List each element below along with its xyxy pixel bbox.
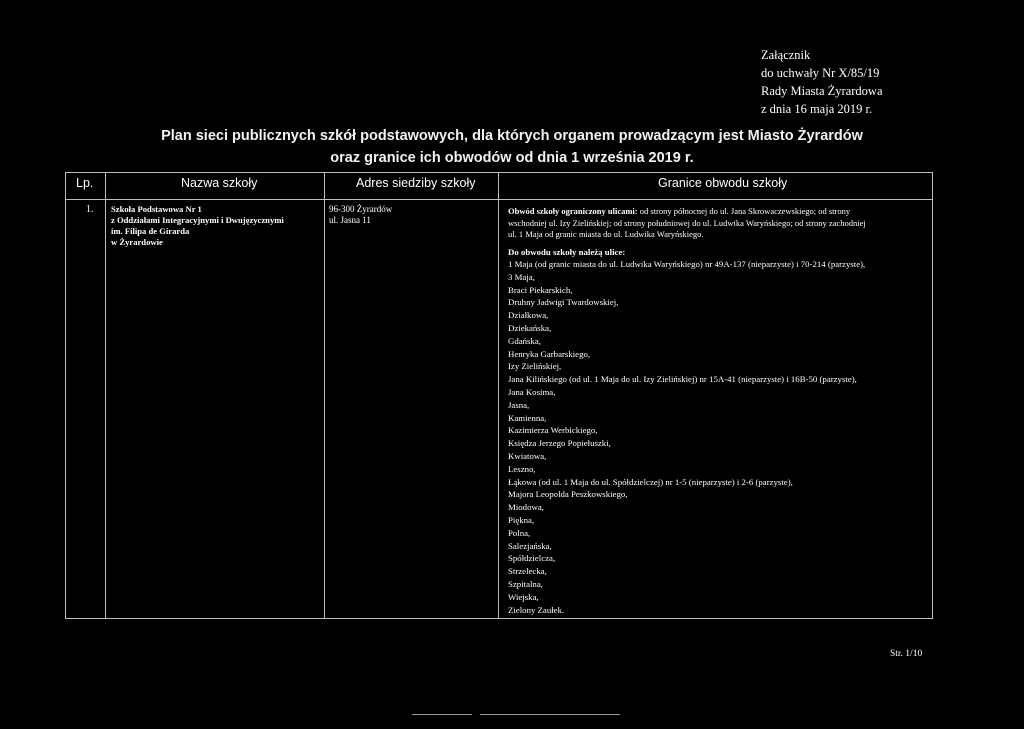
table-top-border [65, 172, 933, 173]
table-col-divider-1 [105, 172, 106, 619]
street-item: Kazimierza Werbickiego, [508, 425, 598, 436]
attachment-line: do uchwały Nr X/85/19 [761, 66, 880, 80]
attachment-line: Rady Miasta Żyrardowa [761, 84, 883, 98]
bounds-text: wschodniej ul. Izy Zielińskiej; od strony południowej do ul. Ludwika Waryńskiego; od strony zachodniej [508, 217, 866, 228]
street-item: Gdańska, [508, 335, 541, 346]
header-bounds: Granice obwodu szkoły [658, 176, 788, 190]
school-name-line: w Żyrardowie [111, 237, 163, 247]
header-address: Adres siedziby szkoły [356, 176, 476, 190]
street-item: Księdza Jerzego Popiełuszki, [508, 438, 611, 449]
street-item: Wiejska, [508, 591, 539, 602]
street-item: Piękna, [508, 514, 535, 525]
bounds-text: od strony północnej do ul. Jana Skrowaczewskiego; od strony [639, 206, 851, 216]
table-col-divider-2 [324, 172, 325, 619]
street-item: Braci Piekarskich, [508, 284, 573, 295]
street-item: Majora Leopolda Peszkowskiego, [508, 489, 628, 500]
street-item: Zielony Zaułek. [508, 604, 565, 615]
street-item: Jana Kosima, [508, 386, 556, 397]
page-number: Str. 1/10 [890, 649, 923, 659]
street-item: Miodowa, [508, 502, 544, 513]
document-title [0, 125, 1024, 169]
street-item: Działkowa, [508, 310, 549, 321]
table-right-border [932, 172, 933, 619]
street-item: Kamienna, [508, 412, 547, 423]
address-line: ul. Jasna 11 [329, 215, 371, 225]
attachment-note [761, 46, 883, 118]
school-name-line: z Oddziałami Integracyjnymi i Dwujęzycznymi [111, 215, 284, 225]
footer-line [480, 714, 620, 715]
row-lp: 1. [86, 204, 94, 215]
header-school-name: Nazwa szkoły [181, 176, 258, 190]
table-left-border [65, 172, 66, 619]
bounds-text: ul. 1 Maja od granic miasta do ul. Ludwika Waryńskiego. [508, 229, 704, 239]
school-name [111, 204, 323, 248]
street-item: Druhny Jadwigi Twardowskiej, [508, 297, 619, 308]
street-list [508, 258, 865, 616]
bounds-description [508, 206, 928, 241]
street-item: Szpitalna, [508, 578, 543, 589]
street-item: Spółdzielcza, [508, 553, 556, 564]
street-item: 3 Maja, [508, 271, 535, 282]
address-line: 96-300 Żyrardów [329, 204, 393, 214]
street-item: Kwiatowa, [508, 450, 547, 461]
school-name-line: im. Filipa de Girarda [111, 226, 190, 236]
bounds-label: Obwód szkoły ograniczony ulicami: [508, 206, 638, 216]
street-item: Strzelecka, [508, 566, 547, 577]
street-item: Henryka Garbarskiego, [508, 348, 591, 359]
street-item: Polna, [508, 527, 531, 538]
street-item: Łąkowa (od ul. 1 Maja do ul. Spółdzielczej) nr 1-5 (nieparzyste) i 2-6 (parzyste), [508, 476, 793, 487]
street-item: Jasna, [508, 399, 530, 410]
attachment-line: Załącznik [761, 48, 811, 62]
title-line-2: oraz granice ich obwodów od dnia 1 września 2019 r. [330, 150, 694, 166]
streets-label: Do obwodu szkoły należą ulice: [508, 247, 626, 257]
street-item: Jana Kilińskiego (od ul. 1 Maja do ul. Izy Zielińskiej) nr 15A-41 (nieparzyste) i 16B-50 (parzyste), [508, 374, 857, 385]
attachment-line: z dnia 16 maja 2019 r. [761, 102, 873, 116]
street-item: Dziekańska, [508, 322, 552, 333]
school-name-line: Szkoła Podstawowa Nr 1 [111, 204, 202, 214]
table-bottom-border [65, 618, 933, 619]
header-lp: Lp. [76, 176, 94, 190]
footer-line [412, 714, 472, 715]
street-item: Salezjańska, [508, 540, 552, 551]
table-header-divider [65, 199, 933, 200]
school-address [329, 204, 497, 226]
street-item: 1 Maja (od granic miasta do ul. Ludwika Waryńskiego) nr 49A-137 (nieparzyste) i 70-214 (parzyste), [508, 259, 866, 269]
table-col-divider-3 [498, 172, 499, 619]
street-item: Leszno, [508, 463, 536, 474]
title-line-1: Plan sieci publicznych szkół podstawowych, dla których organem prowadzącym jest Miasto Żyrardów [161, 128, 863, 144]
street-item: Izy Zielińskiej, [508, 361, 562, 372]
